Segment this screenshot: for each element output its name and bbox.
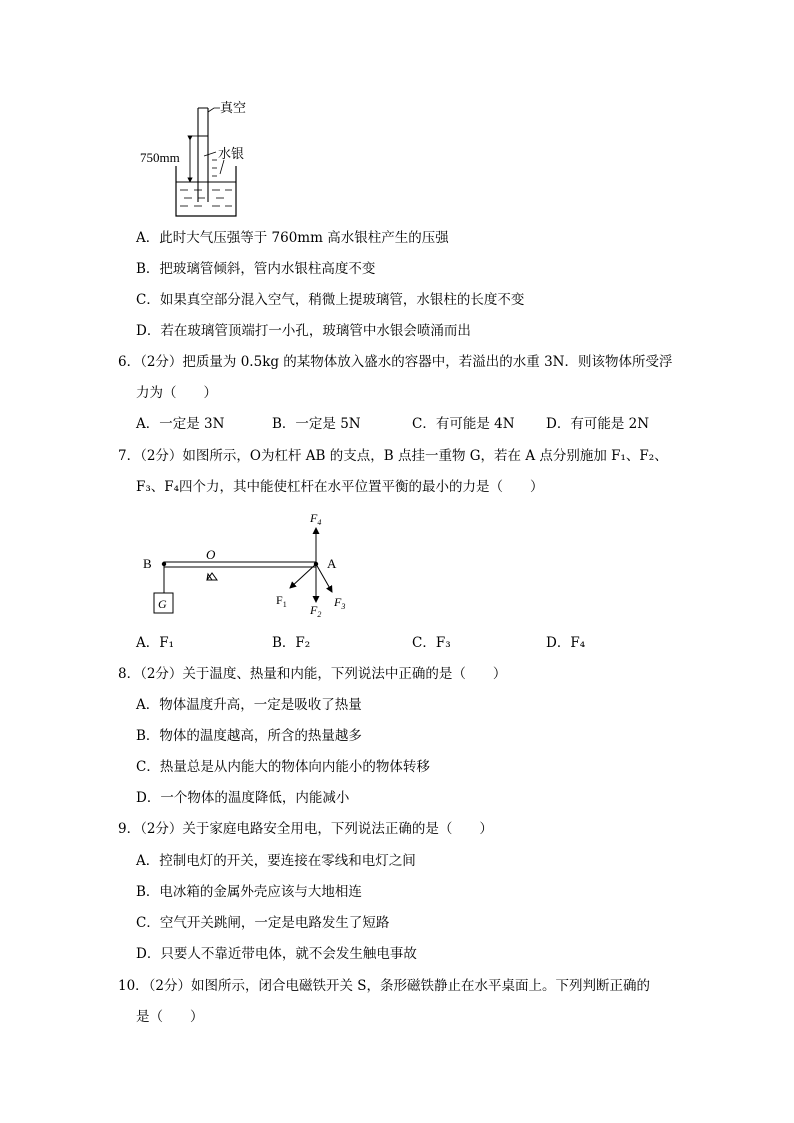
q5-option-d: D．若在玻璃管顶端打一小孔，玻璃管中水银会喷涌而出 [136, 323, 471, 339]
label-f3: $F_3$ [334, 595, 346, 611]
force-f1-arrow [290, 564, 316, 588]
label-f1: $F_1$ [276, 593, 287, 609]
label-f2: $F_2$ [310, 603, 322, 619]
q7-option-a: A．F₁ [136, 635, 175, 651]
barometer-figure [132, 98, 262, 226]
q9-option-a: A．控制电灯的开关，要连接在零线和电灯之间 [136, 853, 416, 869]
q8-option-a: A．物体温度升高，一定是吸收了热量 [136, 697, 362, 713]
height-label: 750mm [140, 150, 180, 165]
lever-figure [136, 506, 366, 626]
label-b: B [143, 556, 152, 571]
q8-option-c: C．热量总是从内能大的物体向内能小的物体转移 [136, 759, 430, 775]
q9-option-c: C．空气开关跳闸，一定是电路发生了短路 [136, 915, 390, 931]
label-f4: $F_4$ [310, 511, 322, 527]
q10-stem-line1: 10．（2分）如图所示，闭合电磁铁开关 S，条形磁铁静止在水平桌面上。下列判断正确的 [118, 978, 651, 994]
barometer-diagram [132, 98, 262, 222]
q7-stem-line2: F₃、F₄四个力，其中能使杠杆在水平位置平衡的最小的力是（ ） [136, 479, 544, 495]
q9-option-b: B．电冰箱的金属外壳应该与大地相连 [136, 884, 362, 900]
mercury-label: 水银 [218, 146, 245, 161]
weight-label: G [158, 597, 167, 611]
fulcrum [207, 573, 217, 580]
q7-option-d: D．F₄ [546, 635, 586, 651]
label-a: A [327, 556, 337, 571]
lever-bar [164, 562, 316, 567]
vacuum-label: 真空 [220, 100, 247, 115]
q7-option-c: C．F₃ [412, 635, 451, 651]
point-b [162, 562, 166, 566]
q6-option-c: C．有可能是 4N [412, 416, 515, 432]
q9-stem: 9．（2分）关于家庭电路安全用电，下列说法正确的是（ ） [118, 821, 493, 837]
q7-stem-line1: 7．（2分）如图所示，O为杠杆 AB 的支点，B 点挂一重物 G，若在 A 点分别施加 F₁、F₂、 [118, 448, 668, 464]
q6-option-a: A．一定是 3N [136, 416, 225, 432]
q8-stem: 8．（2分）关于温度、热量和内能，下列说法中正确的是（ ） [118, 666, 507, 682]
q9-option-d: D．只要人不靠近带电体，就不会发生触电事故 [136, 946, 417, 962]
q10-stem-line2: 是（ ） [136, 1009, 204, 1025]
q6-option-d: D．有可能是 2N [546, 416, 650, 432]
mercury-hatch [180, 160, 232, 206]
q6-stem-line1: 6．（2分）把质量为 0.5kg 的某物体放入盛水的容器中，若溢出的水重 3N．则该物体所受浮 [118, 354, 673, 370]
q5-option-b: B．把玻璃管倾斜，管内水银柱高度不变 [136, 261, 376, 277]
q6-stem-line2: 力为（ ） [136, 385, 217, 401]
q7-option-b: B．F₂ [272, 635, 311, 651]
q6-option-b: B．一定是 5N [272, 416, 361, 432]
label-o: O [206, 547, 216, 562]
q8-option-d: D．一个物体的温度降低，内能减小 [136, 790, 350, 806]
q5-option-c: C．如果真空部分混入空气，稍微上提玻璃管，水银柱的长度不变 [136, 292, 525, 308]
trough [176, 166, 236, 216]
q8-option-b: B．物体的温度越高，所含的热量越多 [136, 728, 362, 744]
lever-diagram [136, 506, 366, 622]
q5-option-a: A．此时大气压强等于 760mm 高水银柱产生的压强 [136, 230, 449, 246]
